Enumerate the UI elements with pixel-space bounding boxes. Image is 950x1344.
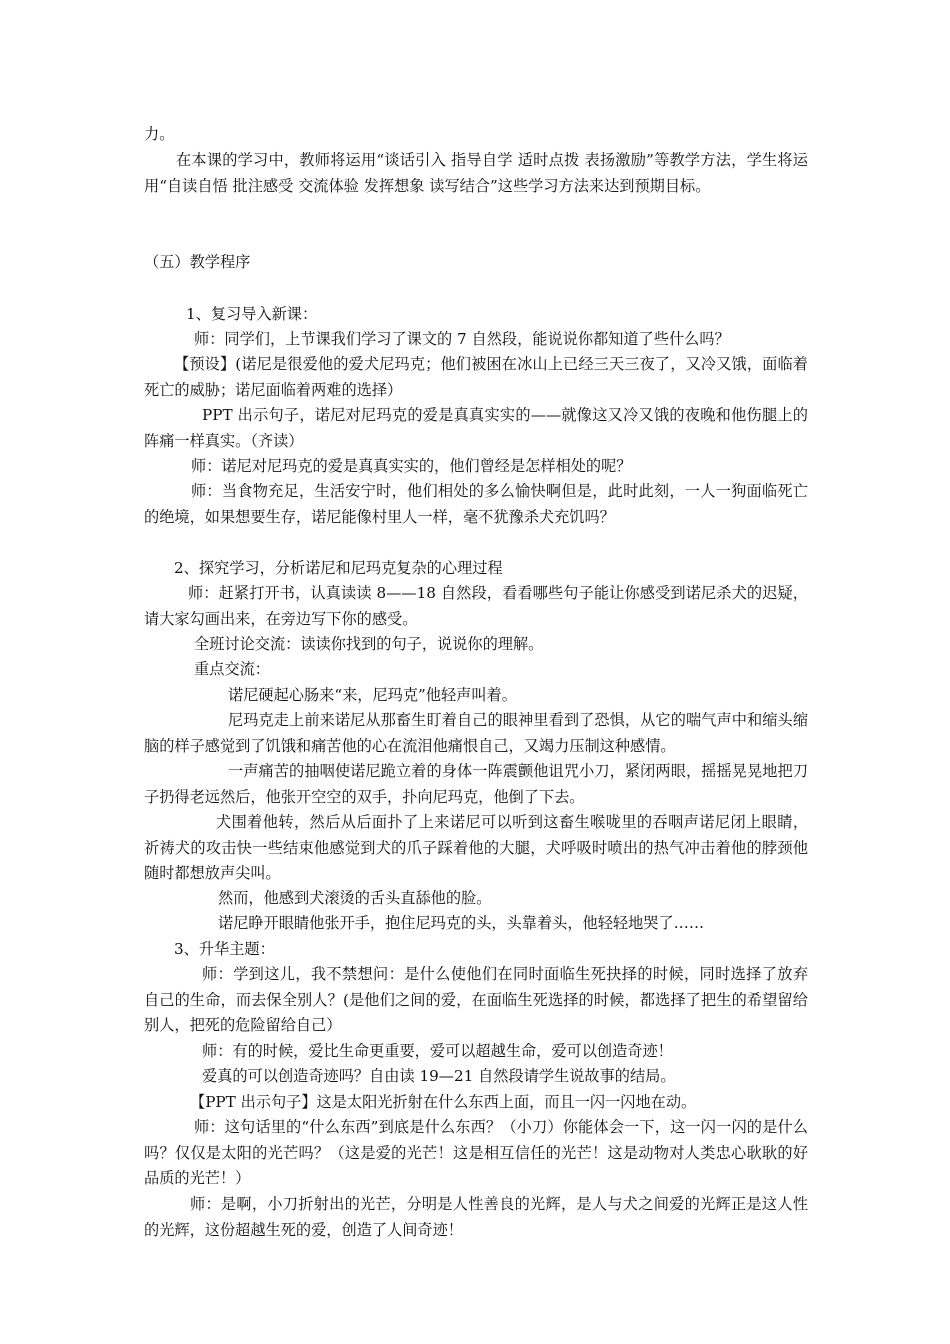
paragraph: 师：是啊，小刀折射出的光芒，分明是人性善良的光辉，是人与犬之间爱的光辉正是这人性的光辉，这份超越生死的爱，创造了人间奇迹！ [144, 1195, 808, 1239]
quote-paragraph: 诺尼睁开眼睛他张开手，抱住尼玛克的头，头靠着头，他轻轻地哭了…… [218, 914, 704, 932]
step-1-heading: 1、复习导入新课： [186, 305, 318, 323]
paragraph: 师：这句话里的“什么东西”到底是什么东西？（小刀）你能体会一下，这一闪一闪的是什么吗？仅仅是太阳的光芒吗？（这是爱的光芒！这是相互信任的光芒！这是动物对人类忠心耿耿的好品质的光芒！） [144, 1118, 808, 1187]
paragraph-methods: 在本课的学习中，教师将运用“谈话引入 指导自学 适时点拨 表扬激励”等教学方法，学生将运用“自读自悟 批注感受 交流体验 发挥想象 读写结合”这些学习方法来达到预期目标。 [144, 151, 808, 195]
paragraph-preset: 【预设】(诺尼是很爱他的爱犬尼玛克；他们被困在冰山上已经三天三夜了，又冷又饿，面临着死亡的威胁；诺尼面临着两难的选择） [144, 355, 808, 399]
step-2-heading: 2、探究学习，分析诺尼和尼玛克复杂的心理过程 [174, 559, 503, 577]
paragraph: 爱真的可以创造奇迹吗？自由读 19—21 自然段请学生说故事的结局。 [202, 1067, 676, 1085]
paragraph-ppt: PPT 出示句子，诺尼对尼玛克的爱是真真实实的——就像这又冷又饿的夜晚和他伤腿上的阵痛一样真实。（齐读） [144, 406, 808, 450]
paragraph-continuation: 力。 [144, 125, 175, 143]
paragraph: 师：当食物充足，生活安宁时，他们相处的多么愉快啊但是，此时此刻，一人一狗面临死亡的绝境，如果想要生存，诺尼能像村里人一样，毫不犹豫杀犬充饥吗？ [144, 482, 808, 526]
paragraph: 师：赶紧打开书，认真读读 8——18 自然段，看看哪些句子能让你感受到诺尼杀犬的迟疑，请大家勾画出来，在旁边写下你的感受。 [144, 584, 808, 628]
paragraph: 师：诺尼对尼玛克的爱是真真实实的，他们曾经是怎样相处的呢？ [191, 457, 632, 475]
quote-paragraph: 然而，他感到犬滚烫的舌头直舔他的脸。 [218, 889, 492, 907]
step-3-heading: 3、升华主题： [174, 940, 275, 958]
quote-paragraph: 一声痛苦的抽咽使诺尼跪立着的身体一阵震颤他诅咒小刀，紧闭两眼，摇摇晃晃地把刀子扔得老远然后，他张开空空的双手，扑向尼玛克，他倒了下去。 [144, 762, 808, 806]
section-heading-teaching-procedure: （五）教学程序 [144, 253, 251, 271]
paragraph: 师：同学们，上节课我们学习了课文的 7 自然段，能说说你都知道了些什么吗？ [194, 330, 730, 348]
quote-paragraph: 诺尼硬起心肠来“来，尼玛克”他轻声叫着。 [228, 686, 517, 704]
paragraph: 师：学到这儿，我不禁想问：是什么使他们在同时面临生死抉择的时候，同时选择了放弃自己的生命，而去保全别人？(是他们之间的爱，在面临生死选择的时候，都选择了把生的希望留给别人，把死的危险留给自己） [144, 965, 808, 1034]
paragraph-ppt: 【PPT 出示句子】这是太阳光折射在什么东西上面，而且一闪一闪地在动。 [190, 1093, 697, 1111]
paragraph: 全班讨论交流：读读你找到的句子，说说你的理解。 [194, 635, 544, 653]
paragraph: 重点交流： [194, 660, 270, 678]
paragraph: 师：有的时候，爱比生命更重要，爱可以超越生命，爱可以创造奇迹！ [202, 1042, 673, 1060]
quote-paragraph: 犬围着他转，然后从后面扑了上来诺尼可以听到这畜生喉咙里的吞咽声诺尼闭上眼睛，祈祷犬的攻击快一些结束他感觉到犬的爪子踩着他的大腿，犬呼吸时喷出的热气冲击着他的脖颈他随时都想放声尖叫。 [144, 813, 808, 882]
quote-paragraph: 尼玛克走上前来诺尼从那畜生盯着自己的眼神里看到了恐惧，从它的喘气声中和缩头缩脑的样子感觉到了饥饿和痛苦他的心在流泪他痛恨自己，又竭力压制这种感情。 [144, 711, 808, 755]
